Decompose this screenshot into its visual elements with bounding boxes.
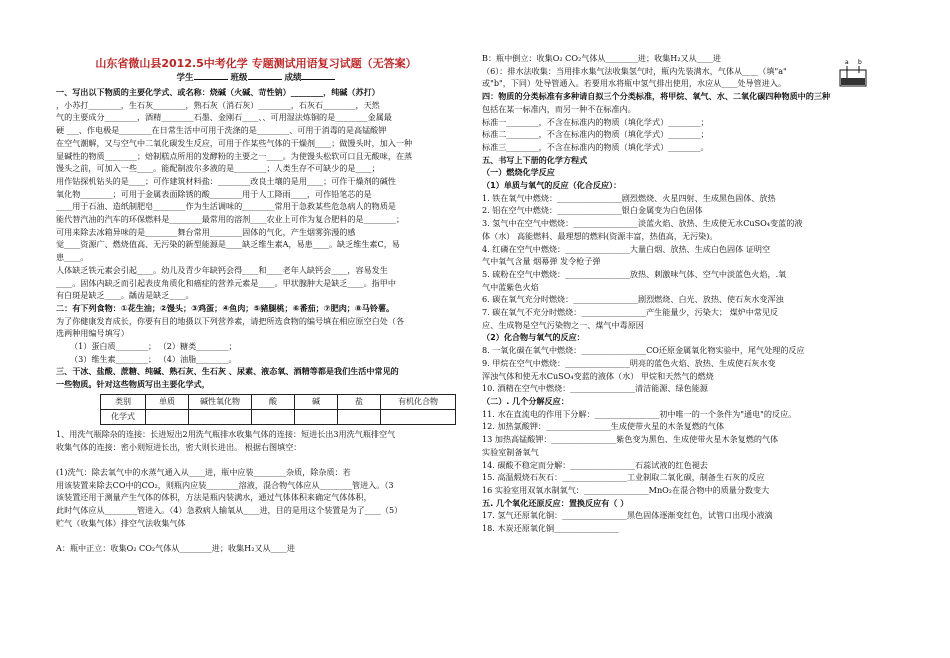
gas-bottle-diagram (836, 58, 870, 88)
text-line: 有白斑是缺乏____。龋齿是缺乏____。 (56, 290, 194, 301)
right-column (482, 52, 882, 535)
text-line: 用作钻探机钻头的是____；可作建筑材料盐：________改良土壤的是用____；可作干燥剂的碱性 (56, 175, 396, 186)
text-line: 气中氧气含量 烟幕弹 发令枪子弹 (482, 256, 601, 267)
table-header-cell: 盐 (338, 394, 381, 409)
classification-table (100, 394, 456, 425)
text-line: 氧化物________；可用于金属表面除锈的酸________用于人工降雨____，可作铅笔芯的是 (56, 188, 372, 199)
text-line: 能代替汽油的汽车的环保燃料是________最常用的溶剂____农业上可作为复合肥料的是________； (56, 214, 405, 225)
table-answer-cell[interactable] (189, 409, 252, 424)
tube-a-label: a (845, 59, 849, 66)
text-line: （1）蛋白质________； （2）糖类________； (70, 341, 237, 352)
table-answer-cell[interactable] (381, 409, 456, 424)
text-line: 选两种用编号填写） (56, 328, 129, 339)
text-line: 人体缺乏铁元素会引起____。幼儿及青少年缺钙会得____和____老年人缺钙会____，容易发生 (56, 264, 388, 275)
text-line: 16 实验室用双氧水制氧气：________________MnO₂在混合物中的质量分数变大 (482, 484, 770, 495)
text-line: 或"b"，下同）处导管通入。若要用水将瓶中氢气排出使用，水应从____处导管进入。 (482, 78, 787, 89)
section-three (56, 365, 456, 390)
text-line: （6）：排水法收集：当用排水集气法收集氢气时，瓶内先装满水，气体从____（填"a" (482, 65, 787, 76)
section-one (56, 86, 456, 302)
class-label: 班级 (230, 73, 248, 83)
table-answer-cell[interactable] (252, 409, 295, 424)
text-line: 气的主要成分________，酒精________石墨、金刚石____、、可用湿法炼铜的是________金属最 (56, 112, 392, 123)
text-line: ____用于石油、造纸制肥皂________作为生活调味的________常用于急救某些危急病人的物质是 (56, 201, 396, 212)
text-line: 8. 一氧化碳在氧气中燃烧：________________CO还原金属氧化物实验中，尾气处理的反应 (482, 345, 805, 356)
text-line: 显碱性的物质________；焙制糕点所用的发酵粉的主要之一____。为使馒头松软可口且无酸味，在蒸 (56, 150, 413, 161)
text-line: 五、书写上下册的化学方程式 (482, 154, 588, 165)
text-line: 气中蓝紫色火焰 (482, 281, 539, 292)
text-line: B：瓶中倒立：收集O₂ CO₂气体从________进；收集H₂又从____进 (482, 53, 722, 63)
text-line: 15. 高温煅烧石灰石：________________工业制取二氧化碳，制备生石灰的反应 (482, 472, 765, 483)
text-line: 2. 铝在空气中燃烧：________________银白金属变为白色固体 (482, 205, 703, 216)
table-header-cell: 单质 (146, 394, 189, 409)
text-line: （3）维生素________； （4）油脂________。 (70, 353, 237, 364)
text-line: 馒头之前，可加入一些____。能配制波尔多液的是________；人类生存不可缺少的是____； (56, 163, 380, 174)
text-line: (1)洗气：除去氧气中的水蒸气通入从____进，瓶中应装________杂质，除杂质：若 (56, 466, 351, 477)
text-line: 3. 氢气中在空气中燃烧：________________淡蓝火焰、放热、生成使无水CuSO₄变蓝的液 (482, 218, 803, 229)
text-line: 标准三________，不含在标准内的物质（填化学式）________。 (482, 141, 709, 152)
left-column (56, 86, 456, 555)
table-header-row (101, 394, 456, 409)
text-line: 11. 水在直流电的作用下分解：________________初中唯一的一个条件为"通电"的反应。 (482, 408, 797, 419)
text-line: 12. 加热氯酸钾：________________生成使带火星的木条复燃的气体 (482, 421, 725, 432)
table-answer-cell[interactable] (295, 409, 338, 424)
text-line: 实验室制备氧气 (482, 446, 539, 457)
text-line: 四：物质的分类标准有多种请自拟三个分类标准，将甲烷、氧气、水、二氧化碳四种物质中的三种 (482, 91, 831, 102)
text-line: 为了你健康发育成长，你要有目的地摄以下列营养素，请把所选食物的编号填在相应原空白处（各 (56, 315, 405, 326)
text-line: 5. 硫粉在空气中燃烧：________________放热、刺激味气体、空气中淡蓝色火焰，.氧 (482, 268, 787, 279)
text-line (56, 453, 456, 466)
text-line: 收集气体的连接：密小则短进长出，密大则长进出。 根据右图填空： (56, 441, 302, 452)
table-answer-cell[interactable] (146, 409, 189, 424)
text-line: 觉____资源广、燃烧值高、无污染的新型能源是____缺乏维生素A，易患____。缺乏维生素C，易 (56, 239, 400, 250)
text-line: 7. 碳在氧气不充分时燃烧：________________产生能量少，污染大； 煤炉中常见反 (482, 307, 779, 318)
student-label: 学生 (176, 73, 194, 83)
table-header-cell: 有机化合物 (381, 394, 456, 409)
table-header-cell: 碱 (295, 394, 338, 409)
text-line: 标准一________，不含在标准内的物质（填化学式）________； (482, 116, 709, 127)
text-line: 包括在某一标准内，而另一种不在标准内。 (482, 103, 636, 114)
text-line: 14. 碳酸不稳定而分解：________________石蕊试液的红色褪去 (482, 459, 708, 470)
text-line: 五. 几个氧化还原反应：置换反应有（ ） (482, 497, 629, 508)
text-line: 6. 碳在氧气充分时燃烧：________________剧烈燃烧、白光、放热、使石灰水变浑浊 (482, 294, 784, 305)
table-header-cell: 类别 (101, 394, 146, 409)
table-row-label: 化学式 (101, 409, 146, 424)
text-line: A：瓶中正立：收集O₂ CO₂气体从________进；收集H₂又从____进 (56, 543, 295, 554)
text-line: 10. 酒精在空气中燃烧：________________清洁能源、绿色能源 (482, 383, 708, 394)
class-blank (248, 79, 282, 80)
table-header-cell: 碱性氧化物 (189, 394, 252, 409)
text-line: 18. 木炭还原氧化铜________________ (482, 523, 619, 534)
text-line: 1. 铁在氧气中燃烧：________________剧烈燃烧、火星四射、生成黑色固体、放热 (482, 192, 776, 203)
table-header-cell: 酸 (252, 394, 295, 409)
text-line: 浑浊气体和使无水CuSO₄变蓝的液体（水） 甲烷和天然气的燃烧 (482, 370, 714, 381)
text-line: 13 加热高锰酸钾：________________紫色变为黑色、生成使带火星木条复燃的气体 (482, 434, 779, 445)
score-label: 成绩 (284, 73, 302, 83)
student-info-line (56, 71, 456, 83)
student-blank (194, 79, 228, 80)
text-line: 1、用洗气瓶除杂的连接：长进短出2用洗气瓶排水收集气体的连接：短进长出3用洗气瓶排空气 (56, 428, 396, 439)
text-line: 二：有下列食物：①花生油；②馒头；③鸡蛋；④鱼肉；⑤豬腿桃；⑥番茄；⑦肥肉；⑧马铃薯。 (56, 302, 395, 313)
text-line: 三、干冰、盐酸、蔗糖、纯碱、熟石灰、生石灰 、尿素、液态氧、酒精等都是我们生活中常见的 (56, 366, 399, 377)
text-line: （一）燃烧化学反应 (482, 167, 555, 178)
text-line: 4. 红磷在空气中燃烧：________________大量白烟、放热、生成白色固体 证明空 (482, 243, 771, 254)
page-title: 山东省微山县2012.5中考化学 专题测试用语复习试题（无答案） (95, 57, 417, 70)
text-line: ，小苏打________，生石灰________，熟石灰（消石灰）________，石灰石________，天然 (56, 99, 380, 110)
text-line: （2）化合物与氧气的反应： (482, 332, 585, 343)
text-line: 该装置还用于测量产生气体的体积，方法是瓶内装满水，通过气体体积来确定气体体积， (56, 492, 372, 503)
text-line (56, 530, 456, 543)
text-line: 体（水） 高能燃料、最理想的燃料(资源丰富，热值高，无污染)。 (482, 230, 718, 241)
text-line: 17. 氢气还原氧化铜：________________黑色固体逐渐变红色，试管口出现小液滴 (482, 510, 773, 521)
text-line: ____。固体内缺乏而引起表皮角质化和癌症的营养元素是____。甲状腺肿大是缺乏____。指甲中 (56, 277, 396, 288)
text-line: 一、写出以下物质的主要化学式、或名称：烧碱（火碱、苛性钠）________，纯碱（苏打） (56, 87, 380, 97)
equations-section (482, 52, 882, 535)
text-line: 一些物质。针对这些物质写出主要化学式， (56, 379, 210, 390)
text-line: 硬 ___、作电极是________在日常生活中可用于洗涤的是________、可用于消毒的是高锰酸钾 (56, 125, 387, 136)
section-two-items (56, 340, 456, 365)
text-line: 贮气（收集气体）排空气法收集气体 (56, 517, 186, 528)
text-line: 在空气潮解，又与空气中二氧化碳发生反应，可用于作某些气体的干燥剂____；做馒头时，加入一种 (56, 137, 413, 148)
text-line: 患____。 (56, 252, 89, 263)
text-line: 应、生成物是空气污染物之一、煤气中毒原因 (482, 319, 644, 330)
gas-bottle-section (56, 428, 456, 555)
text-line: （1）单质与氧气的反应（化合反应）： (482, 180, 622, 191)
text-line: 可用来除去冰箱异味的是________舞台常用________固体的气化，产生烟雾弥漫的感 (56, 226, 356, 237)
score-blank (301, 79, 335, 80)
text-line: 此时气体应从________管进入。（4）急救病人输氧从____进，目的是用这个装置是为了____（5） (56, 505, 403, 516)
text-line: 用该装置来除去CO中的CO₂，则瓶内应装________溶液，混合物气体应从________管进入。（3 (56, 479, 394, 490)
text-line: 标准二________，不含在标准内的物质（填化学式）________； (482, 129, 709, 140)
text-line: 9. 甲烷在空气中燃烧：________________明亮的蓝色火焰、放热、生成使石灰水变 (482, 357, 776, 368)
text-line: （二）. 几个分解反应： (482, 395, 569, 406)
section-two (56, 302, 456, 340)
table-row (101, 409, 456, 424)
tube-b-label: b (858, 59, 862, 66)
table-answer-cell[interactable] (338, 409, 381, 424)
